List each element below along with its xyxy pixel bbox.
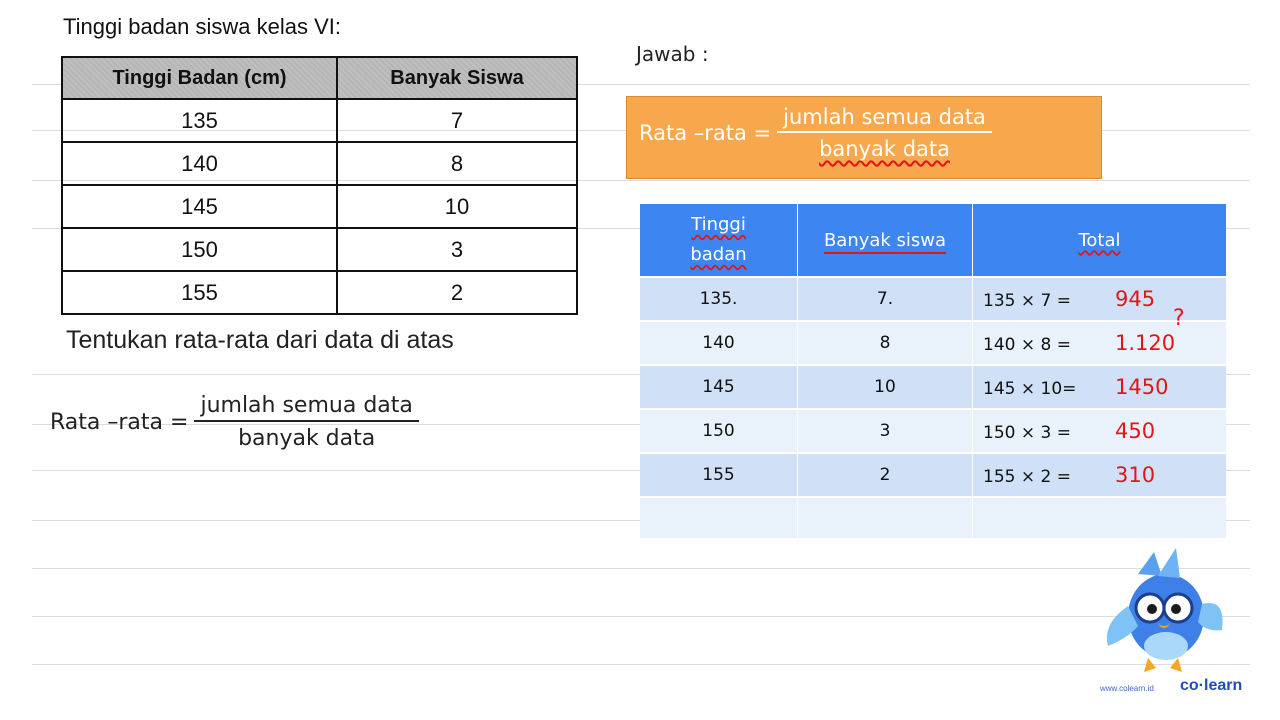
formula-fraction (194, 393, 418, 451)
problem-cell-count: 8 (337, 142, 577, 185)
answer-cell-total (973, 321, 1227, 365)
table-row (640, 277, 1226, 321)
total-result: 310 (1115, 463, 1156, 487)
formula-lhs: Rata –rata = (50, 409, 189, 435)
total-result: 945 (1115, 287, 1156, 311)
problem-cell-count: 7 (337, 99, 577, 142)
table-row (62, 142, 577, 185)
answer-cell-count: 10 (798, 365, 973, 409)
answer-cell-count: 3 (798, 409, 973, 453)
problem-header-count: Banyak Siswa (337, 57, 577, 99)
table-row (640, 409, 1226, 453)
check-mark: ? (1173, 306, 1185, 331)
footer-url: www.colearn.id (1100, 684, 1154, 693)
table-row (640, 321, 1226, 365)
answer-header-total (973, 204, 1227, 277)
problem-cell-height: 155 (62, 271, 337, 314)
table-row (640, 365, 1226, 409)
problem-cell-count: 2 (337, 271, 577, 314)
table-row-empty (640, 497, 1226, 538)
problem-cell-height: 150 (62, 228, 337, 271)
empty-cell (973, 497, 1227, 538)
answer-cell-total (973, 409, 1227, 453)
notebook-line (32, 664, 1250, 665)
total-expression: 140 × 8 = (983, 335, 1071, 355)
problem-table (61, 56, 578, 315)
answer-cell-height: 150 (640, 409, 798, 453)
empty-cell (798, 497, 973, 538)
table-row (640, 453, 1226, 497)
problem-header-height: Tinggi Badan (cm) (62, 57, 337, 99)
answer-header-count-label: Banyak siswa (824, 230, 946, 254)
formula-numerator: jumlah semua data (777, 105, 992, 133)
answer-cell-height: 140 (640, 321, 798, 365)
table-row (62, 185, 577, 228)
total-expression: 135 × 7 = (983, 291, 1071, 311)
problem-cell-height: 145 (62, 185, 337, 228)
answer-label: Jawab : (636, 42, 709, 66)
problem-cell-height: 135 (62, 99, 337, 142)
formula-denominator: banyak data (819, 137, 951, 161)
answer-cell-total (973, 453, 1227, 497)
answer-header-height (640, 204, 798, 277)
answer-header-total-label: Total (1078, 229, 1121, 251)
problem-cell-count: 3 (337, 228, 577, 271)
table-row (62, 99, 577, 142)
problem-cell-height: 140 (62, 142, 337, 185)
total-expression: 155 × 2 = (983, 467, 1071, 487)
answer-cell-count: 7. (798, 277, 973, 321)
formula-lhs: Rata –rata = (639, 121, 772, 145)
total-expression: 145 × 10= (983, 379, 1077, 399)
answer-table (640, 204, 1226, 538)
answer-cell-total (973, 365, 1227, 409)
total-result: 1.120 (1115, 331, 1176, 355)
answer-header-count (798, 204, 973, 277)
notebook-line (32, 568, 1250, 569)
mean-formula-right (639, 105, 992, 161)
answer-cell-height: 145 (640, 365, 798, 409)
formula-numerator: jumlah semua data (194, 393, 418, 422)
question-text: Tentukan rata-rata dari data di atas (66, 326, 454, 354)
empty-cell (640, 497, 798, 538)
notebook-line (32, 616, 1250, 617)
formula-denominator: banyak data (238, 426, 376, 451)
formula-highlight-box (626, 96, 1102, 179)
formula-fraction (777, 105, 992, 161)
table-row (62, 271, 577, 314)
answer-cell-total (973, 277, 1227, 321)
total-expression: 150 × 3 = (983, 423, 1071, 443)
answer-cell-count: 8 (798, 321, 973, 365)
answer-cell-count: 2 (798, 453, 973, 497)
owl-mascot-icon (1098, 546, 1228, 678)
answer-header-height-label: Tinggi badan (690, 214, 747, 265)
colearn-logo: co·learn (1180, 677, 1243, 694)
answer-cell-height: 155 (640, 453, 798, 497)
answer-table-header (640, 204, 1226, 277)
problem-cell-count: 10 (337, 185, 577, 228)
problem-title: Tinggi badan siswa kelas VI: (63, 14, 341, 39)
answer-cell-height: 135. (640, 277, 798, 321)
mean-formula-left (50, 393, 419, 451)
total-result: 1450 (1115, 375, 1169, 399)
table-row (62, 228, 577, 271)
total-result: 450 (1115, 419, 1156, 443)
problem-table-header (62, 57, 577, 99)
